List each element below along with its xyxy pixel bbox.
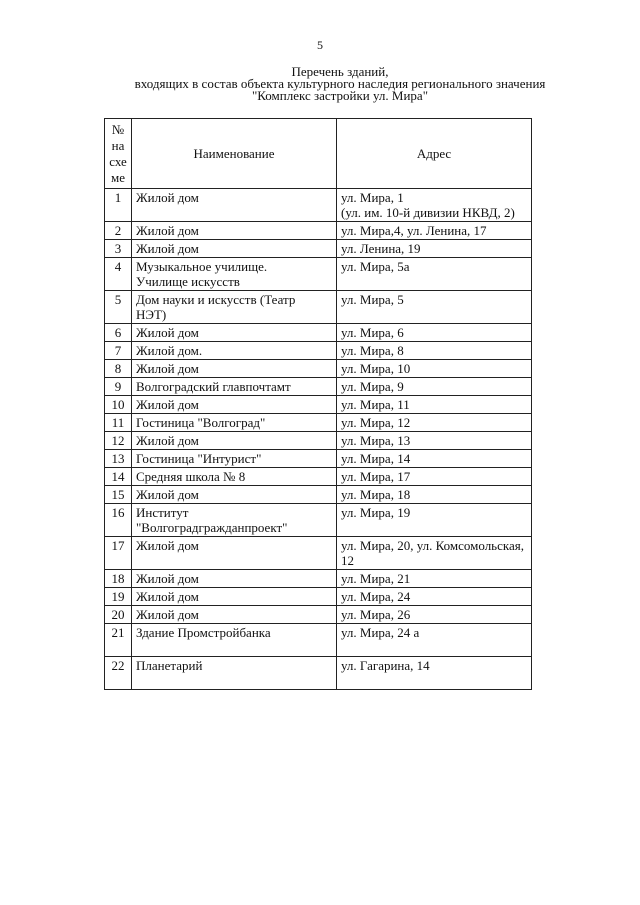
row-address: [337, 624, 532, 657]
row-number: 4: [105, 258, 132, 291]
table-row: [105, 504, 532, 537]
row-name-line: Жилой дом: [136, 571, 199, 586]
row-address: [337, 291, 532, 324]
row-address-line: ул. Мира, 10: [341, 361, 411, 376]
row-address: [337, 450, 532, 468]
row-number: 2: [105, 222, 132, 240]
row-address-line: ул. Мира, 13: [341, 433, 411, 448]
table-row: [105, 570, 532, 588]
table-row: [105, 624, 532, 657]
row-address-line: (ул. им. 10-й дивизии НКВД, 2): [341, 205, 515, 220]
row-address-line: ул. Мира, 11: [341, 397, 410, 412]
row-address-line: ул. Мира,4, ул. Ленина, 17: [341, 223, 487, 238]
row-number: 21: [105, 624, 132, 657]
row-number: 7: [105, 342, 132, 360]
row-address: [337, 360, 532, 378]
row-number: 6: [105, 324, 132, 342]
row-name-line: Жилой дом: [136, 589, 199, 604]
buildings-table: [104, 118, 532, 690]
row-name: [132, 486, 337, 504]
row-name-line: Жилой дом: [136, 538, 199, 553]
row-address: [337, 657, 532, 690]
row-name-line: Музыкальное училище.: [136, 259, 268, 274]
row-name-line: Планетарий: [136, 658, 203, 673]
row-name-line: Гостиница "Интурист": [136, 451, 262, 466]
row-name-line: Жилой дом: [136, 325, 199, 340]
table-row: [105, 258, 532, 291]
table-row: [105, 324, 532, 342]
table-row: [105, 414, 532, 432]
header-name: Наименование: [132, 119, 337, 189]
table-row: [105, 378, 532, 396]
row-name: [132, 324, 337, 342]
row-address-line: ул. Мира, 24 а: [341, 625, 420, 640]
row-name: [132, 414, 337, 432]
row-address-line: ул. Мира, 14: [341, 451, 411, 466]
row-name-line: Жилой дом: [136, 397, 199, 412]
row-name-line: Дом науки и искусств (Театр: [136, 292, 296, 307]
row-name-line: Жилой дом: [136, 607, 199, 622]
row-address-line: ул. Мира, 20, ул. Комсомольская, 12: [341, 538, 525, 568]
table-row: [105, 342, 532, 360]
row-name: [132, 240, 337, 258]
row-name: [132, 378, 337, 396]
row-address-line: ул. Ленина, 19: [341, 241, 421, 256]
document-title: [60, 66, 620, 102]
row-name: [132, 657, 337, 690]
row-name: [132, 570, 337, 588]
row-address: [337, 570, 532, 588]
row-number: 19: [105, 588, 132, 606]
table-row: [105, 396, 532, 414]
row-name-line: Здание Промстройбанка: [136, 625, 271, 640]
row-address: [337, 432, 532, 450]
table-row: [105, 606, 532, 624]
row-name: [132, 222, 337, 240]
row-number: 12: [105, 432, 132, 450]
row-address-line: ул. Мира, 5: [341, 292, 404, 307]
row-name: [132, 468, 337, 486]
row-name: [132, 189, 337, 222]
table-row: [105, 432, 532, 450]
row-name-line: НЭТ): [136, 307, 167, 322]
row-address-line: ул. Мира, 5а: [341, 259, 410, 274]
row-name-line: Жилой дом.: [136, 343, 203, 358]
row-name-line: Гостиница "Волгоград": [136, 415, 266, 430]
row-address: [337, 537, 532, 570]
table-row: [105, 486, 532, 504]
row-number: 8: [105, 360, 132, 378]
row-address: [337, 396, 532, 414]
row-number: 3: [105, 240, 132, 258]
row-address: [337, 258, 532, 291]
row-name-line: Жилой дом: [136, 487, 199, 502]
row-address: [337, 606, 532, 624]
row-address: [337, 468, 532, 486]
row-address-line: ул. Мира, 24: [341, 589, 411, 604]
row-name-line: Училище искусств: [136, 274, 240, 289]
row-number: 15: [105, 486, 132, 504]
table-row: [105, 222, 532, 240]
row-address: [337, 486, 532, 504]
row-name: [132, 396, 337, 414]
row-name: [132, 432, 337, 450]
row-name: [132, 624, 337, 657]
row-number: 5: [105, 291, 132, 324]
row-number: 11: [105, 414, 132, 432]
row-address: [337, 222, 532, 240]
row-number: 22: [105, 657, 132, 690]
title-line-1: Перечень зданий,: [291, 64, 389, 79]
row-number: 1: [105, 189, 132, 222]
row-address: [337, 378, 532, 396]
header-number: № на схе ме: [105, 119, 132, 189]
table-header-row: [105, 119, 532, 189]
row-name: [132, 258, 337, 291]
row-name-line: Жилой дом: [136, 190, 199, 205]
table-row: [105, 360, 532, 378]
row-address: [337, 504, 532, 537]
row-name: [132, 450, 337, 468]
table-row: [105, 291, 532, 324]
row-address: [337, 414, 532, 432]
table-row: [105, 468, 532, 486]
row-name-line: Жилой дом: [136, 433, 199, 448]
row-address-line: ул. Мира, 12: [341, 415, 411, 430]
row-address-line: ул. Мира, 18: [341, 487, 411, 502]
row-name-line: Жилой дом: [136, 223, 199, 238]
table-row: [105, 537, 532, 570]
row-address-line: ул. Мира, 26: [341, 607, 411, 622]
row-address: [337, 588, 532, 606]
table-row: [105, 657, 532, 690]
row-number: 14: [105, 468, 132, 486]
row-name-line: Волгоградский главпочтамт: [136, 379, 291, 394]
row-name: [132, 291, 337, 324]
row-number: 16: [105, 504, 132, 537]
row-address: [337, 189, 532, 222]
table-row: [105, 189, 532, 222]
row-name-line: Средняя школа № 8: [136, 469, 246, 484]
row-name: [132, 360, 337, 378]
row-address-line: ул. Гагарина, 14: [341, 658, 430, 673]
row-address-line: ул. Мира, 19: [341, 505, 411, 520]
header-address: Адрес: [337, 119, 532, 189]
row-name-line: "Волгоградгражданпроект": [136, 520, 288, 535]
table-row: [105, 588, 532, 606]
row-number: 17: [105, 537, 132, 570]
row-number: 9: [105, 378, 132, 396]
row-address-line: ул. Мира, 17: [341, 469, 411, 484]
row-name: [132, 342, 337, 360]
row-name-line: Жилой дом: [136, 361, 199, 376]
row-number: 18: [105, 570, 132, 588]
title-line-3: "Комплекс застройки ул. Мира": [251, 88, 429, 103]
title-line-2: входящих в состав объекта культурного наследия регионального значения: [134, 76, 546, 91]
row-number: 20: [105, 606, 132, 624]
row-name-line: Жилой дом: [136, 241, 199, 256]
row-address: [337, 240, 532, 258]
row-name: [132, 537, 337, 570]
row-number: 13: [105, 450, 132, 468]
row-address: [337, 342, 532, 360]
page-number: 5: [317, 38, 323, 52]
row-name: [132, 606, 337, 624]
row-address-line: ул. Мира, 1: [341, 190, 404, 205]
row-number: 10: [105, 396, 132, 414]
row-address-line: ул. Мира, 8: [341, 343, 404, 358]
row-address-line: ул. Мира, 9: [341, 379, 404, 394]
row-name: [132, 588, 337, 606]
row-name: [132, 504, 337, 537]
row-address: [337, 324, 532, 342]
table-row: [105, 450, 532, 468]
row-address-line: ул. Мира, 6: [341, 325, 404, 340]
row-address-line: ул. Мира, 21: [341, 571, 411, 586]
table-row: [105, 240, 532, 258]
row-name-line: Институт: [136, 505, 189, 520]
